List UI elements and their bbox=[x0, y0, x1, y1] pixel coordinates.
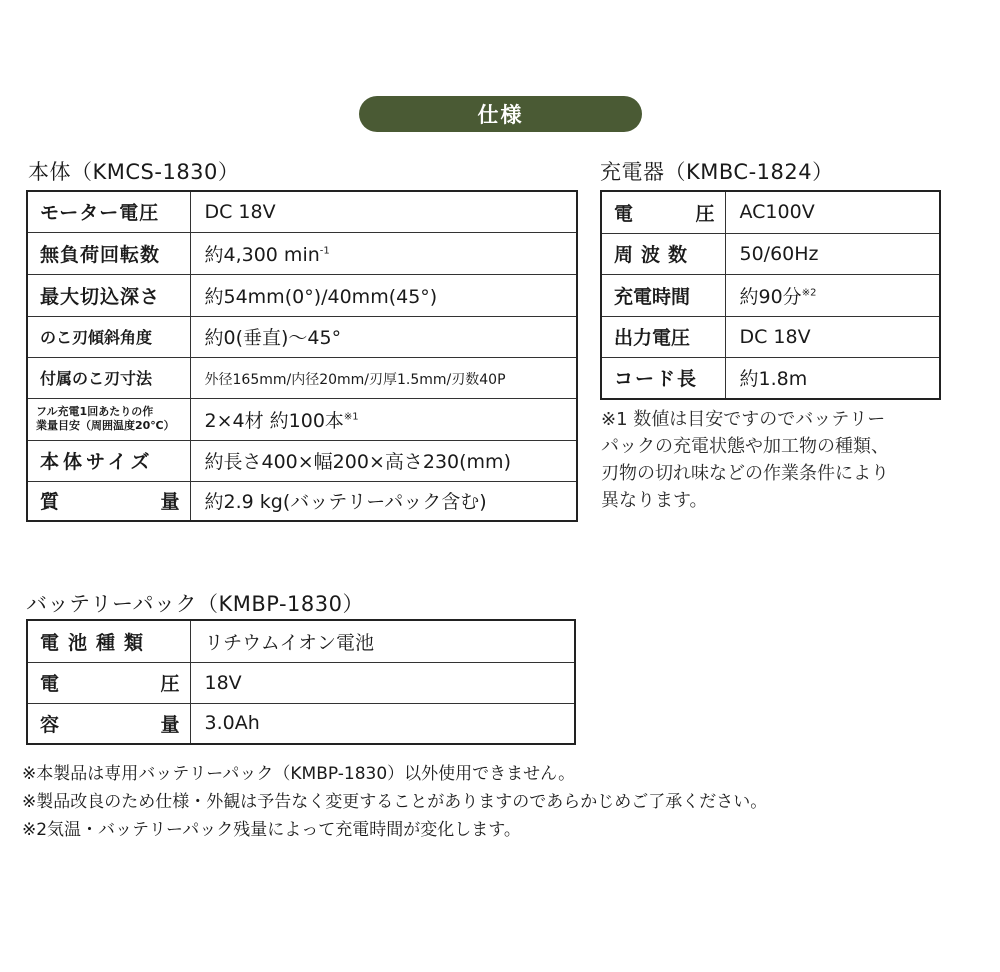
row-label: 電池種類 bbox=[40, 631, 153, 654]
table-row bbox=[27, 620, 575, 662]
row-label: コード長 bbox=[614, 368, 699, 391]
row-value: 約0(垂直)〜45° bbox=[204, 327, 342, 349]
table-row bbox=[27, 398, 577, 440]
superscript: ※1 bbox=[343, 411, 359, 423]
row-label-a: 電 bbox=[40, 673, 60, 695]
row-value: 約4,300 min bbox=[204, 243, 320, 266]
footnote-line: ※製品改良のため仕様・外観は予告なく変更することがありますのであらかじめご了承ください。 bbox=[22, 792, 768, 812]
table-row bbox=[27, 357, 577, 398]
battery-table bbox=[26, 619, 576, 745]
row-value: 18V bbox=[204, 671, 242, 694]
row-label: 本体サイズ bbox=[40, 451, 154, 473]
main-unit-title: 本体（KMCS-1830） bbox=[28, 160, 240, 184]
table-row bbox=[27, 316, 577, 357]
table-row bbox=[601, 191, 940, 233]
row-label: モーター電圧 bbox=[40, 202, 160, 225]
table-row bbox=[27, 232, 577, 274]
row-value: 約90分 bbox=[739, 285, 802, 308]
row-label-b: 量 bbox=[160, 713, 180, 736]
row-label-line1: フル充電1回あたりの作 bbox=[36, 405, 154, 418]
charger-note bbox=[601, 406, 889, 514]
row-label: 無負荷回転数 bbox=[40, 243, 161, 266]
row-value: 約長さ400×幅200×高さ230(mm) bbox=[204, 451, 511, 473]
row-label: のこ刃傾斜角度 bbox=[40, 328, 153, 347]
row-value: 3.0Ah bbox=[204, 712, 260, 735]
row-value: 約1.8m bbox=[739, 368, 808, 391]
superscript: ※2 bbox=[801, 287, 817, 299]
row-label: 出力電圧 bbox=[614, 327, 691, 349]
row-value: DC 18V bbox=[739, 325, 811, 348]
superscript: -1 bbox=[319, 245, 330, 257]
row-label-b: 量 bbox=[160, 491, 180, 514]
note-line: 刃物の切れ味などの作業条件により bbox=[601, 463, 889, 484]
table-row bbox=[27, 662, 575, 703]
footnote-line: ※本製品は専用バッテリーパック（KMBP-1830）以外使用できません。 bbox=[22, 764, 576, 784]
table-row bbox=[27, 191, 577, 232]
row-label: 充電時間 bbox=[614, 285, 691, 308]
row-value: AC100V bbox=[739, 201, 815, 224]
note-line: ※1 数値は目安ですのでバッテリー bbox=[601, 409, 886, 430]
row-label-a: 電 bbox=[614, 202, 634, 225]
row-value: 2×4材 約100本 bbox=[204, 409, 344, 432]
row-label-b: 圧 bbox=[160, 673, 180, 695]
row-value: DC 18V bbox=[204, 200, 276, 223]
row-label: 周波数 bbox=[614, 244, 696, 266]
charger-title: 充電器（KMBC-1824） bbox=[600, 160, 834, 184]
table-row bbox=[27, 481, 577, 521]
row-value: リチウムイオン電池 bbox=[204, 631, 374, 654]
table-row bbox=[601, 233, 940, 274]
charger-table bbox=[600, 190, 941, 400]
row-value: 50/60Hz bbox=[739, 242, 819, 265]
battery-title: バッテリーパック（KMBP-1830） bbox=[26, 592, 364, 616]
spec-header-pill: 仕様 bbox=[359, 96, 642, 132]
row-value: 約54mm(0°)/40mm(45°) bbox=[204, 285, 438, 308]
row-label: 付属のこ刃寸法 bbox=[40, 369, 153, 388]
table-row bbox=[601, 274, 940, 316]
row-value: 外径165mm/内径20mm/刃厚1.5mm/刃数40P bbox=[204, 371, 506, 388]
table-row bbox=[27, 703, 575, 744]
row-label-a: 質 bbox=[40, 491, 60, 514]
row-value: 約2.9 kg(バッテリーパック含む) bbox=[204, 491, 487, 514]
row-label: 最大切込深さ bbox=[40, 285, 161, 308]
table-row bbox=[601, 357, 940, 399]
table-row bbox=[27, 440, 577, 481]
note-line: パックの充電状態や加工物の種類、 bbox=[601, 436, 889, 457]
table-row bbox=[27, 274, 577, 316]
row-label-line2: 業量目安（周囲温度20℃） bbox=[36, 419, 175, 432]
footnote-line: ※2気温・バッテリーパック残量によって充電時間が変化します。 bbox=[22, 820, 521, 840]
table-row bbox=[601, 316, 940, 357]
note-line: 異なります。 bbox=[601, 490, 708, 511]
main-unit-table bbox=[26, 190, 578, 522]
row-label-a: 容 bbox=[40, 713, 60, 736]
row-label-b: 圧 bbox=[695, 202, 715, 225]
footnotes bbox=[22, 760, 767, 844]
